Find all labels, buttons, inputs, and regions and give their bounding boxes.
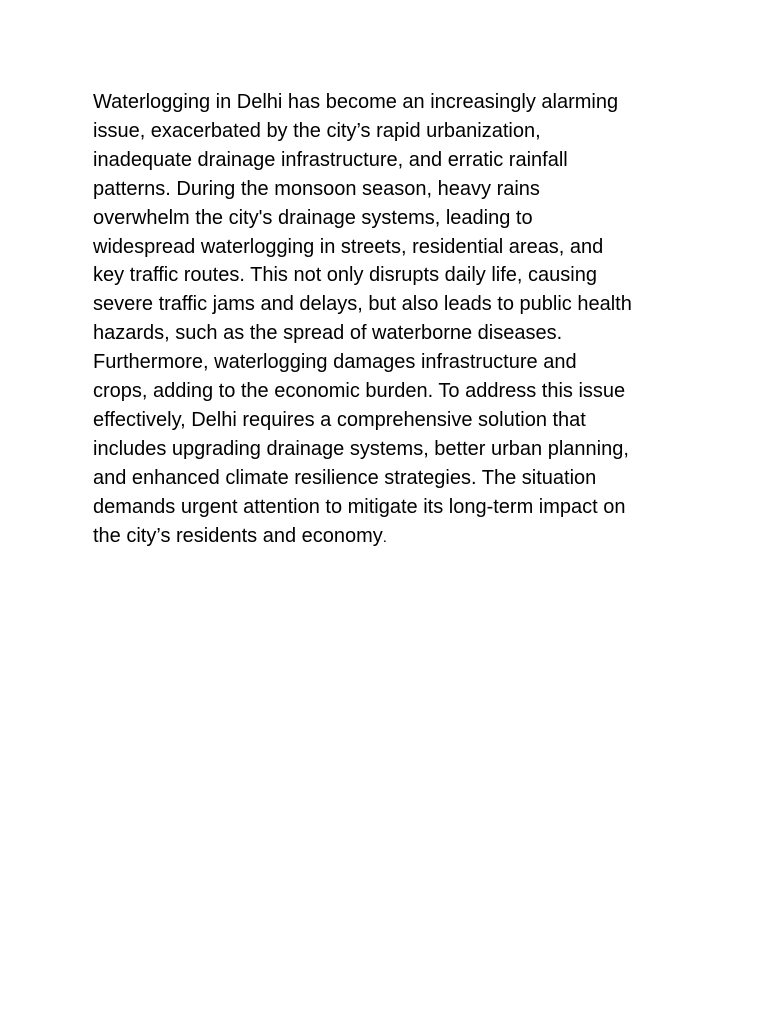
paragraph-line: Waterlogging in Delhi has become an increasingly alarming (93, 91, 619, 113)
paragraph-line: Furthermore, waterlogging damages infrastructure and (93, 351, 577, 374)
paragraph-line: overwhelm the city's drainage systems, leading to (93, 206, 533, 229)
paragraph-line: hazards, such as the spread of waterborne diseases. (93, 322, 563, 345)
paragraph-line: crops, adding to the economic burden. To address this issue (93, 380, 626, 403)
body-paragraph (93, 88, 693, 553)
paragraph-line: and enhanced climate resilience strategies. The situation (93, 466, 597, 489)
paragraph-last-line (93, 522, 693, 553)
paragraph-line: key traffic routes. This not only disrupts daily life, causing (93, 264, 597, 287)
paragraph-line: inadequate drainage infrastructure, and erratic rainfall (93, 148, 568, 171)
paragraph-line: effectively, Delhi requires a comprehensive solution that (93, 408, 586, 431)
paragraph-line: severe traffic jams and delays, but also leads to public health (93, 293, 632, 316)
paragraph-line-text: the city’s residents and economy (93, 524, 383, 547)
paragraph-line: patterns. During the monsoon season, heavy rains (93, 177, 540, 200)
paragraph-line: issue, exacerbated by the city’s rapid urbanization, (93, 119, 541, 142)
paragraph-line: widespread waterlogging in streets, residential areas, and (93, 235, 604, 258)
paragraph-line: demands urgent attention to mitigate its long-term impact on (93, 495, 626, 518)
final-period: . (382, 528, 387, 546)
paragraph-line: includes upgrading drainage systems, better urban planning, (93, 437, 629, 460)
